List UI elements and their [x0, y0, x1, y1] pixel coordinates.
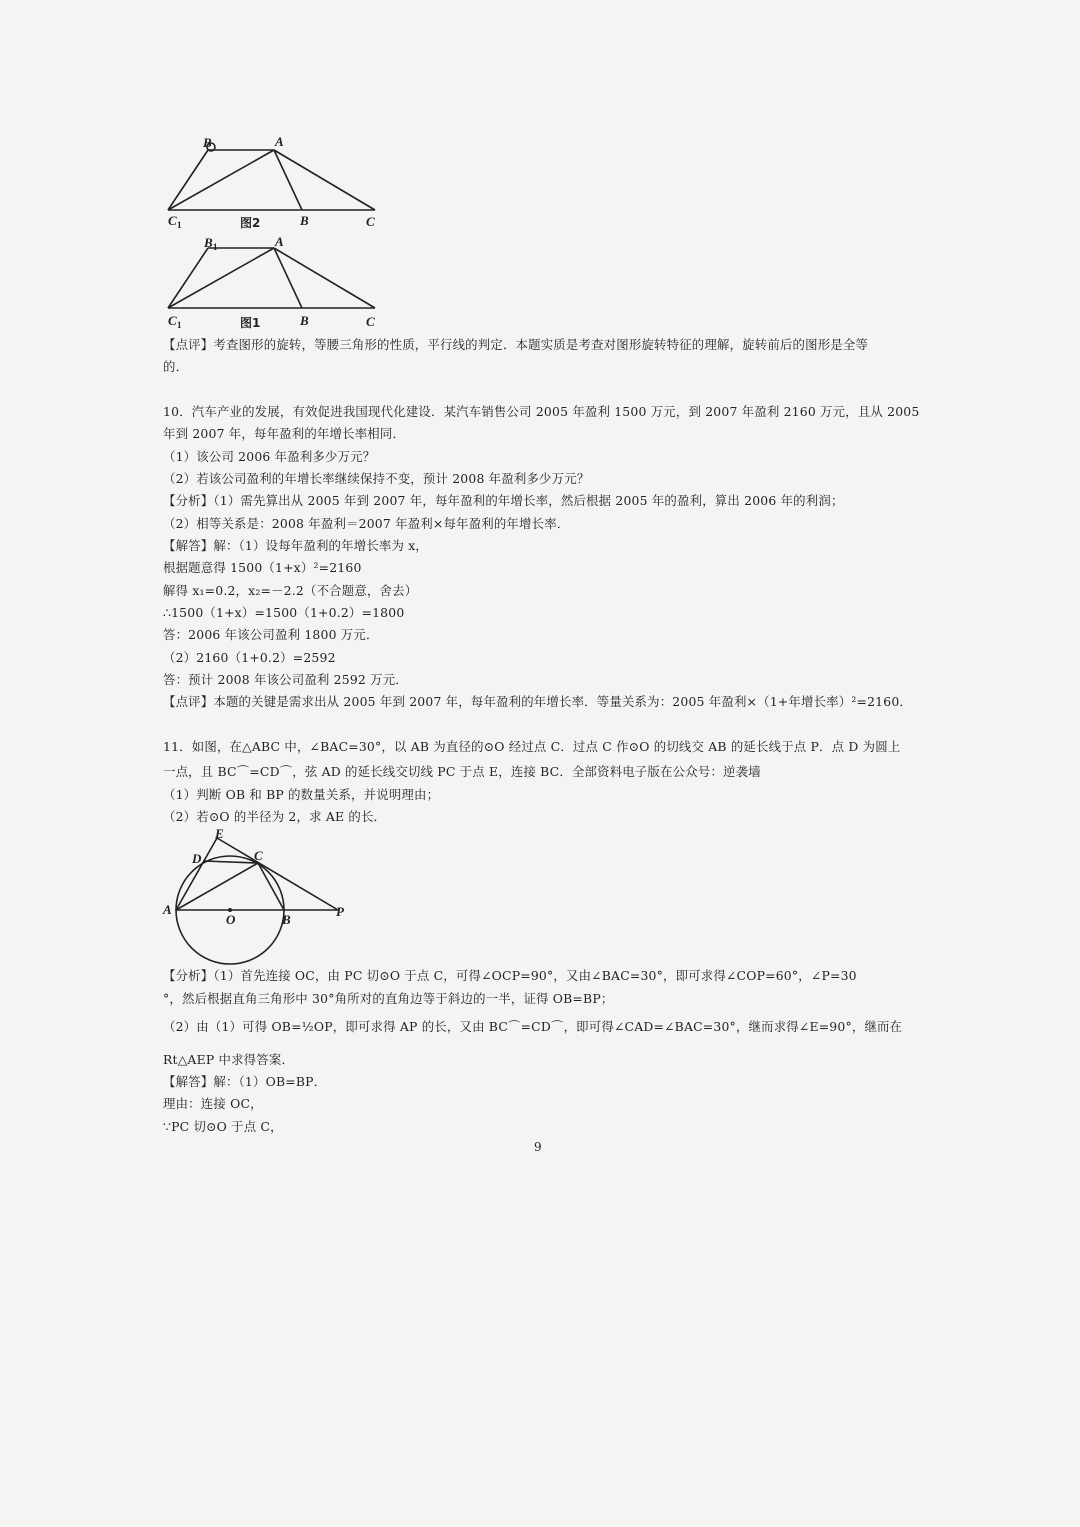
q11-analysis-3: （2）由（1）可得 OB=½OP，即可求得 AP 的长，又由 BC⌒=CD⌒，即可得∠CAD=∠BAC=30°，继而求得∠E=90°，继而在 — [163, 1019, 903, 1034]
q10-stem-line2: 年到 2007 年，每年盈利的年增长率相同． — [163, 426, 406, 441]
fig2-label-a: A — [275, 134, 284, 149]
figure-circle — [160, 826, 360, 966]
circle-diagram — [160, 826, 360, 966]
figure-2 — [160, 132, 390, 232]
circle-label-a: A — [163, 902, 172, 917]
q10-answer-1: 答：2006 年该公司盈利 1800 万元． — [163, 627, 379, 642]
fig2-caption: 图2 — [240, 216, 261, 230]
figure-2-diagram — [160, 132, 390, 232]
q10-analysis-2: （2）相等关系是：2008 年盈利＝2007 年盈利×每年盈利的年增长率． — [163, 516, 570, 531]
fig1-label-c: C — [366, 314, 375, 329]
fig2-label-b1: B — [203, 135, 212, 150]
q10-solution-5: （2）2160（1+0.2）=2592 — [163, 650, 336, 665]
figure-1-diagram — [160, 234, 390, 334]
q11-part2: （2）若⊙O 的半径为 2，求 AE 的长． — [163, 809, 387, 824]
fig1-label-c1-sub: 1 — [177, 320, 182, 330]
q11-solution-3: ∵PC 切⊙O 于点 C， — [163, 1119, 283, 1134]
review-9-line2: 的． — [163, 359, 189, 374]
figure-1 — [160, 234, 390, 334]
fig2-label-c1-sub: 1 — [177, 220, 182, 230]
fig2-label-b: B — [300, 213, 309, 228]
q10-solution-1: 【解答】解：（1）设每年盈利的年增长率为 x， — [163, 538, 429, 553]
q10-solution-4: ∴1500（1+x）=1500（1+0.2）=1800 — [163, 605, 405, 620]
q11-analysis-2: °，然后根据直角三角形中 30°角所对的直角边等于斜边的一半，证得 OB=BP； — [163, 991, 614, 1006]
q11-analysis-1: 【分析】（1）首先连接 OC，由 PC 切⊙O 于点 C，可得∠OCP=90°，又由∠BAC=30°，即可求得∠COP=60°，∠P=30 — [163, 968, 857, 983]
q11-stem-line1: 11．如图，在△ABC 中，∠BAC=30°，以 AB 为直径的⊙O 经过点 C．过点 C 作⊙O 的切线交 AB 的延长线于点 P．点 D 为圆上 — [163, 739, 901, 754]
fig2-label-c1: C — [168, 213, 177, 228]
q11-stem-line2: 一点，且 BC⌒=CD⌒，弦 AD 的延长线交切线 PC 于点 E，连接 BC．全部资料电子版在公众号：逆袭墙 — [163, 764, 761, 779]
circle-label-o: O — [226, 912, 236, 927]
fig1-label-c1: C — [168, 313, 177, 328]
q10-analysis-1: 【分析】（1）需先算出从 2005 年到 2007 年，每年盈利的年增长率，然后根据 2005 年的盈利，算出 2006 年的利润； — [163, 493, 844, 508]
q10-part1: （1）该公司 2006 年盈利多少万元？ — [163, 449, 376, 464]
q11-analysis-4: Rt△AEP 中求得答案． — [163, 1052, 295, 1067]
circle-label-c: C — [254, 848, 263, 863]
fig1-label-b1: B — [204, 235, 213, 250]
fig1-label-a: A — [275, 234, 284, 249]
q10-review: 【点评】本题的关键是需求出从 2005 年到 2007 年，每年盈利的年增长率．等量关系为：2005 年盈利×（1+年增长率）²=2160． — [163, 694, 913, 709]
q10-stem-line1: 10．汽车产业的发展，有效促进我国现代化建设．某汽车销售公司 2005 年盈利 1500 万元，到 2007 年盈利 2160 万元，且从 2005 — [163, 404, 920, 419]
review-9-line1: 【点评】考查图形的旋转，等腰三角形的性质，平行线的判定．本题实质是考查对图形旋转特征的理解，旋转前后的图形是全等 — [163, 337, 869, 352]
circle-label-p: P — [336, 904, 344, 919]
q11-solution-2: 理由：连接 OC， — [163, 1096, 263, 1111]
q11-solution-1: 【解答】解：（1）OB=BP． — [163, 1074, 327, 1089]
fig1-caption: 图1 — [240, 316, 261, 330]
circle-label-b: B — [282, 912, 291, 927]
circle-label-e: E — [215, 826, 224, 841]
q10-part2: （2）若该公司盈利的年增长率继续保持不变，预计 2008 年盈利多少万元？ — [163, 471, 590, 486]
fig2-label-c: C — [366, 214, 375, 229]
q10-answer-2: 答：预计 2008 年该公司盈利 2592 万元． — [163, 672, 408, 687]
q10-solution-2: 根据题意得 1500（1+x）²=2160 — [163, 560, 362, 575]
circle-label-d: D — [192, 851, 202, 866]
page-number: 9 — [534, 1140, 542, 1154]
q11-part1: （1）判断 OB 和 BP 的数量关系，并说明理由； — [163, 787, 440, 802]
q10-solution-3: 解得 x₁=0.2，x₂=－2.2（不合题意，舍去） — [163, 583, 418, 598]
fig1-label-b: B — [300, 313, 309, 328]
fig1-label-b1-sub: 1 — [213, 242, 218, 252]
